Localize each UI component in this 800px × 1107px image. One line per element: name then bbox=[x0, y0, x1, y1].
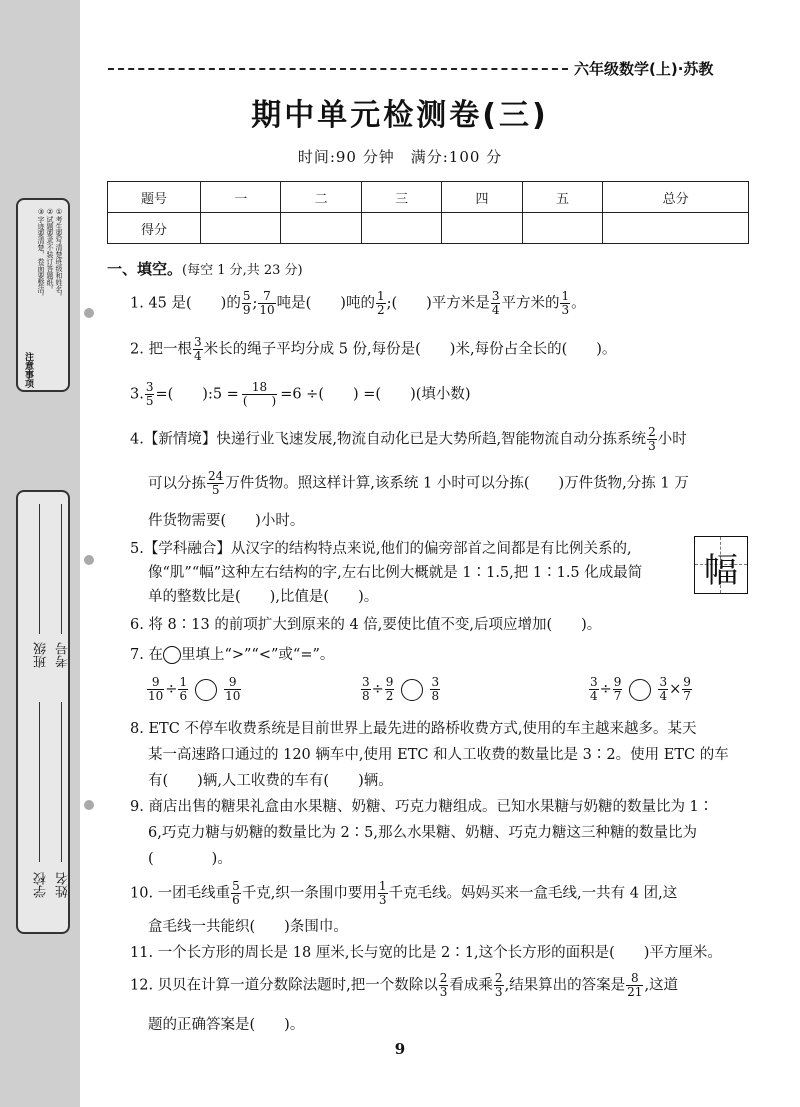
question-4: 4.【新情境】快递行业飞速发展,物流自动化已是大势所趋,智能物流自动分拣系统 $\frac{2}{3}$ 小时 bbox=[130, 425, 687, 453]
score-cell[interactable] bbox=[281, 213, 361, 244]
exam-number-write-line[interactable] bbox=[61, 504, 62, 634]
question-12-line-2: 题的正确答案是( )。 bbox=[148, 1017, 305, 1033]
name-label: 姓名 bbox=[56, 872, 71, 898]
school-write-line[interactable] bbox=[39, 702, 40, 862]
header-dashed-rule bbox=[108, 68, 568, 70]
answer-circle[interactable] bbox=[629, 679, 651, 701]
question-4-line-2: 可以分拣 $\frac{24}{5}$ 万件货物。照这样计算,该系统 1 小时可以分拣( )万件货物,分拣 1 万 bbox=[148, 469, 689, 497]
score-cell[interactable] bbox=[522, 213, 602, 244]
question-11: 11. 一个长方形的周长是 18 厘米,长与宽的比是 2∶1,这个长方形的面积是( )平方厘米。 bbox=[130, 945, 722, 961]
question-10-line-2: 盒毛线一共能织( )条围巾。 bbox=[148, 919, 348, 935]
question-4-line-3: 件货物需要( )小时。 bbox=[148, 513, 305, 529]
question-2: 2. 把一根 $\frac{3}{4}$ 米长的绳子平均分成 5 份,每份是( )米,每份占全长的( )。 bbox=[130, 335, 617, 363]
question-9-line-3: ( )。 bbox=[148, 851, 232, 867]
binding-hole bbox=[84, 308, 94, 318]
score-table-header-row: 题号 一 二 三 四 五 总分 bbox=[108, 182, 749, 213]
answer-circle[interactable] bbox=[195, 679, 217, 701]
time-info: 时间:90 分钟 满分:100 分 bbox=[297, 148, 503, 166]
school-label: 学校 bbox=[34, 872, 49, 898]
notice-box bbox=[16, 198, 70, 392]
character-fu: 幅 bbox=[704, 551, 738, 591]
score-cell[interactable] bbox=[603, 213, 749, 244]
student-info-box bbox=[16, 490, 70, 934]
question-8-line-3: 有( )辆,人工收费的车有( )辆。 bbox=[148, 773, 393, 789]
question-3: 3. $\frac{3}{5}$ =( ):5 = $\frac{18}{( )}$ =6 ÷( ) =( )(填小数) bbox=[130, 380, 471, 408]
score-cell[interactable] bbox=[201, 213, 281, 244]
score-table-score-row: 得分 bbox=[108, 213, 749, 244]
notice-title: 注意事项 bbox=[23, 352, 33, 388]
question-6: 6. 将 8∶13 的前项扩大到原来的 4 倍,要使比值不变,后项应增加( )。 bbox=[130, 617, 602, 633]
question-12: 12. 贝贝在计算一道分数除法题时,把一个数除以 $\frac{2}{3}$ 看成乘 $\frac{2}{3}$ ,结果算出的答案是 $\frac{8}{21}$ ,这道 bbox=[130, 971, 679, 999]
name-write-line[interactable] bbox=[61, 702, 62, 862]
question-7-expr-3: $\frac{3}{4}$ ÷ $\frac{9}{7}$ $\frac{3}{4}$ × $\frac{9}{7}$ bbox=[590, 675, 691, 703]
score-cell[interactable] bbox=[361, 213, 441, 244]
section-heading: 一、填空。(每空 1 分,共 23 分) bbox=[107, 260, 303, 278]
question-7: 7. 在 里填上“>”“<”或“=”。 bbox=[130, 647, 335, 663]
question-5: 5.【学科融合】从汉字的结构特点来说,他们的偏旁部首之间都是有比例关系的, bbox=[130, 541, 632, 557]
question-7-expr-2: $\frac{3}{8}$ ÷ $\frac{9}{2}$ $\frac{3}{8}$ bbox=[362, 675, 440, 703]
notice-items: ①考生要写清楚班级和姓名。 ②试题要求不装订答题纸。 ③字迹要清楚，卷面要整洁。 bbox=[37, 208, 63, 300]
class-write-line[interactable] bbox=[39, 504, 40, 634]
question-8: 8. ETC 不停车收费系统是目前世界上最先进的路桥收费方式,使用的车主越来越多。某天 bbox=[130, 721, 697, 737]
question-9: 9. 商店出售的糖果礼盒由水果糖、奶糖、巧克力糖组成。已知水果糖与奶糖的数量比为 1∶ bbox=[130, 799, 714, 815]
character-grid bbox=[694, 536, 748, 594]
question-1: 1. 45 是( )的 $\frac{5}{9}$ ; $\frac{7}{10}$ 吨是( )吨的 $\frac{1}{2}$ ;( )平方米是 $\frac{3}{4}$ 平方米的 $\frac{1}{3}$ 。 bbox=[130, 289, 586, 317]
question-5-line-3: 单的整数比是( ),比值是( )。 bbox=[148, 589, 379, 605]
question-10: 10. 一团毛线重 $\frac{5}{6}$ 千克,织一条围巾要用 $\frac{1}{3}$ 千克毛线。妈妈买来一盒毛线,一共有 4 团,这 bbox=[130, 879, 678, 907]
score-table bbox=[107, 181, 749, 244]
class-label: 班级 bbox=[34, 642, 49, 668]
exam-number-label: 考号 bbox=[56, 642, 71, 668]
blank-circle-icon bbox=[163, 646, 181, 664]
question-8-line-2: 某一高速路口通过的 120 辆车中,使用 ETC 和人工收费的数量比是 3∶2。使用 ETC 的车 bbox=[148, 747, 729, 763]
subject-label: 六年级数学(上)·苏教 bbox=[574, 60, 714, 78]
page-number: 9 bbox=[394, 1040, 406, 1058]
binding-hole bbox=[84, 555, 94, 565]
page-title: 期中单元检测卷(三) bbox=[251, 98, 549, 133]
binding-hole bbox=[84, 800, 94, 810]
question-5-line-2: 像“肌”“幅”这种左右结构的字,左右比例大概就是 1∶1.5,把 1∶1.5 化成最简 bbox=[148, 565, 643, 581]
question-7-expr-1: $\frac{9}{10}$ ÷ $\frac{1}{6}$ $\frac{9}{10}$ bbox=[148, 675, 241, 703]
answer-circle[interactable] bbox=[401, 679, 423, 701]
question-9-line-2: 6,巧克力糖与奶糖的数量比为 2∶5,那么水果糖、奶糖、巧克力糖这三种糖的数量比为 bbox=[148, 825, 698, 841]
score-cell[interactable] bbox=[442, 213, 522, 244]
